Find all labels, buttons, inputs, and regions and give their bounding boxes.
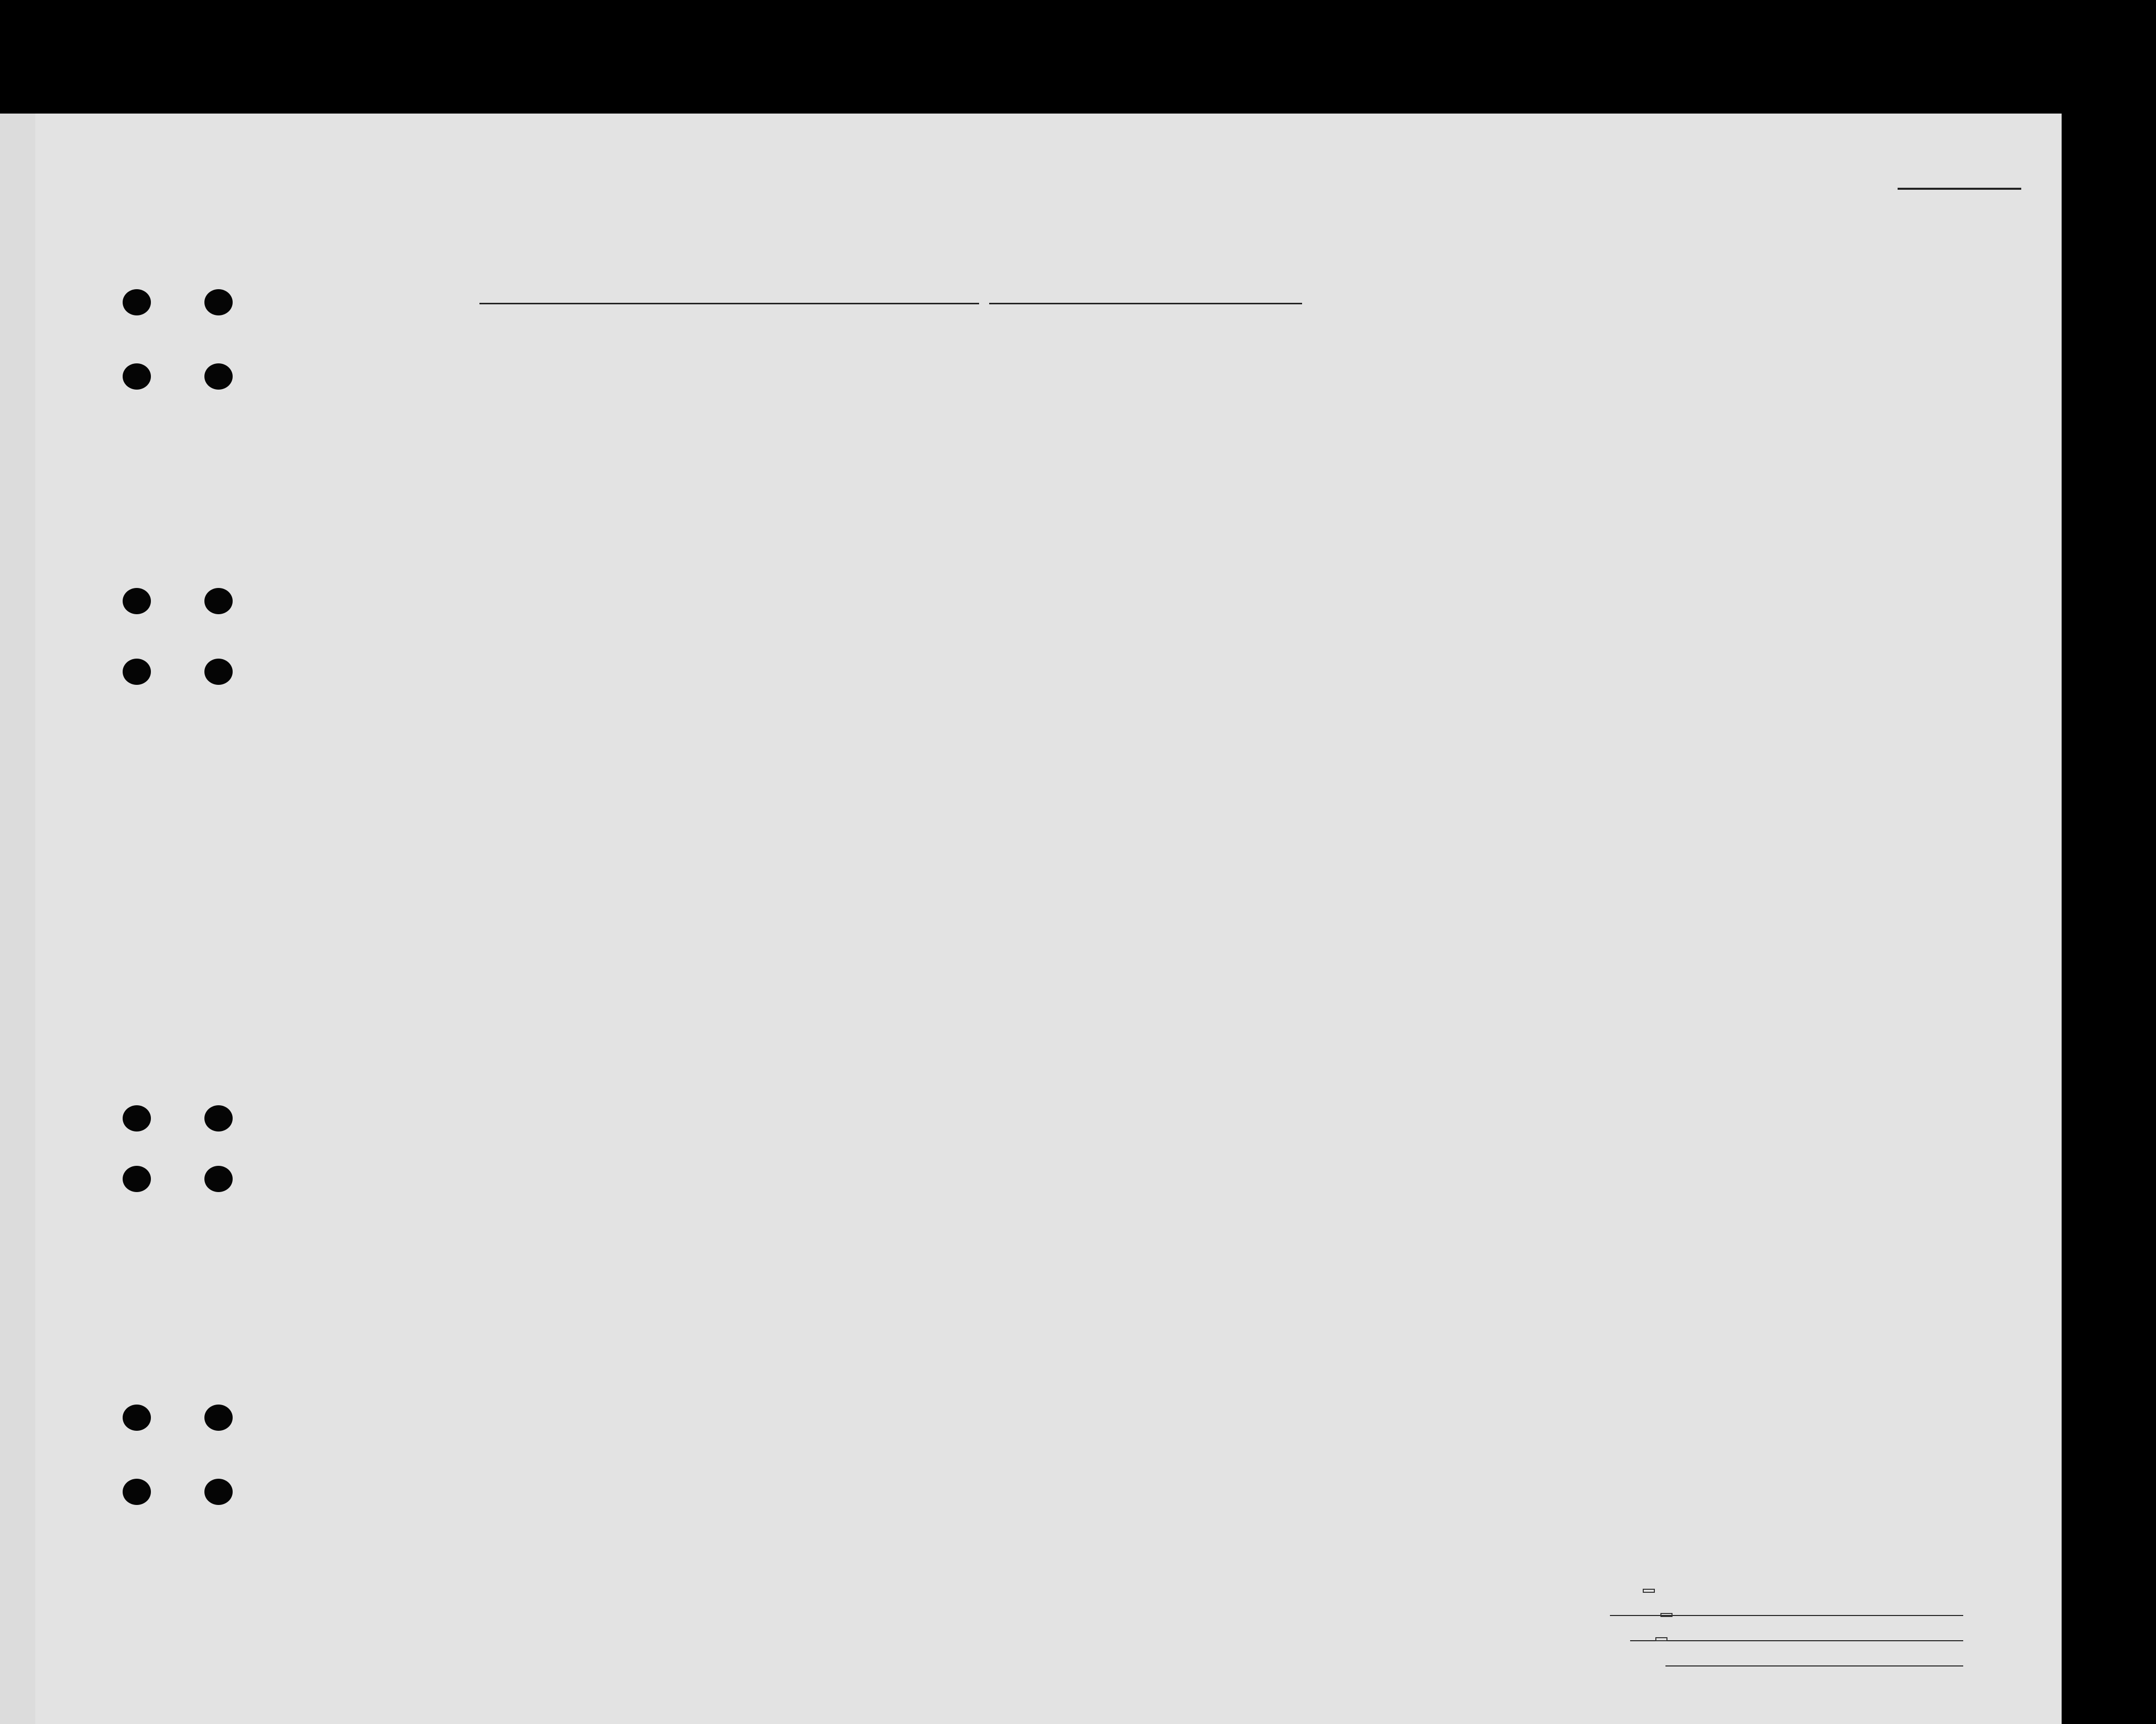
- owners-stamp: [1660, 1613, 1673, 1617]
- agents-stamp: [1655, 1637, 1667, 1641]
- line-stamp: [1643, 1589, 1655, 1593]
- owners-underline: [1630, 1640, 1963, 1641]
- agents-underline: [1665, 1665, 1963, 1666]
